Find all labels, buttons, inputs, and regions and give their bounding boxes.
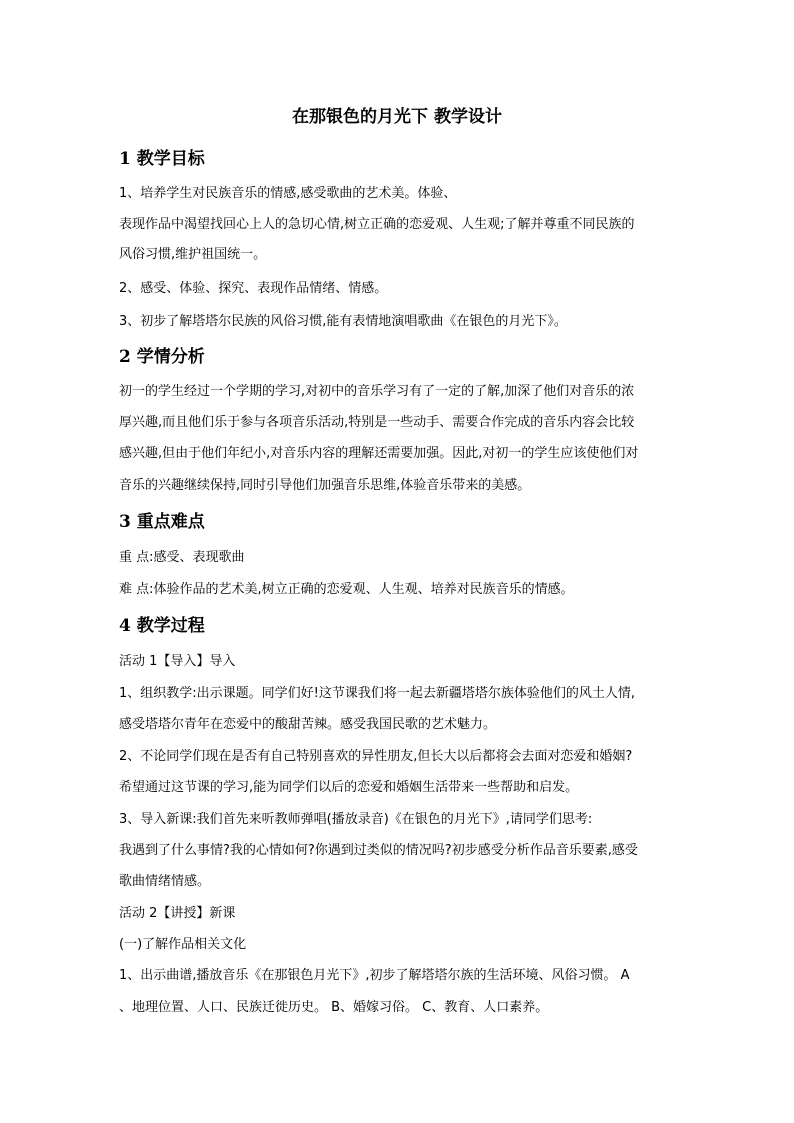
paragraph-line: 、地理位置、人口、民族迁徙历史。 B、婚嫁习俗。 C、教育、人口素养。	[119, 1000, 549, 1015]
section-heading-key-points: 3 重点难点	[119, 512, 205, 532]
section-heading-teaching-process: 4 教学过程	[119, 616, 205, 636]
section-heading-teaching-goals: 1 教学目标	[119, 149, 205, 169]
paragraph-line: 3、导入新课:我们首先来听教师弹唱(播放录音)《在银色的月光下》,请同学们思考:	[119, 812, 593, 827]
paragraph-line: 希望通过这节课的学习,能为同学们以后的恋爱和婚姻生活带来一些帮助和启发。	[119, 780, 579, 795]
paragraph-line: 3、初步了解塔塔尔民族的风俗习惯,能有表情地演唱歌曲《在银色的月光下》。	[119, 314, 567, 329]
paragraph-line: 风俗习惯,维护祖国统一。	[119, 247, 267, 262]
paragraph-line: 歌曲情绪情感。	[119, 874, 211, 889]
section-heading-student-analysis: 2 学情分析	[119, 347, 205, 367]
paragraph-line: 初一的学生经过一个学期的学习,对初中的音乐学习有了一定的了解,加深了他们对音乐的浓	[119, 384, 635, 399]
paragraph-line: 厚兴趣,而且他们乐于参与各项音乐活动,特别是一些动手、需要合作完成的音乐内容会比较	[119, 415, 635, 430]
paragraph-line: 音乐的兴趣继续保持,同时引导他们加强音乐思维,体验音乐带来的美感。	[119, 478, 531, 493]
paragraph-line: 重 点:感受、表现歌曲	[119, 550, 245, 565]
paragraph-line: 我遇到了什么事情?我的心情如何?你遇到过类似的情况吗?初步感受分析作品音乐要素,感受	[119, 843, 638, 858]
paragraph-line: (一)了解作品相关文化	[119, 937, 247, 952]
paragraph-line: 2、感受、体验、探究、表现作品情绪、情感。	[119, 281, 388, 296]
paragraph-line: 1、组织教学:出示课题。同学们好!这节课我们将一起去新疆塔塔尔族体验他们的风土人情,	[119, 686, 635, 701]
paragraph-line: 感受塔塔尔青年在恋爱中的酸甜苦辣。感受我国民歌的艺术魅力。	[119, 717, 497, 732]
paragraph-line: 表现作品中渴望找回心上人的急切心情,树立正确的恋爱观、人生观;了解并尊重不同民族的	[119, 217, 635, 232]
paragraph-line: 感兴趣,但由于他们年纪小,对音乐内容的理解还需要加强。因此,对初一的学生应该使他们对	[119, 446, 639, 461]
paragraph-line: 1、培养学生对民族音乐的情感,感受歌曲的艺术美。体验、	[119, 186, 457, 201]
document-title: 在那银色的月光下 教学设计	[292, 107, 502, 127]
paragraph-line: 2、不论同学们现在是否有自己特别喜欢的异性朋友,但长大以后都将会去面对恋爱和婚姻?	[119, 749, 633, 764]
paragraph-line: 活动 2【讲授】新课	[119, 906, 236, 921]
paragraph-line: 1、出示曲谱,播放音乐《在那银色月光下》,初步了解塔塔尔族的生活环境、风俗习惯。 A	[119, 968, 630, 983]
paragraph-line: 活动 1【导入】导入	[119, 654, 236, 669]
paragraph-line: 难 点:体验作品的艺术美,树立正确的恋爱观、人生观、培养对民族音乐的情感。	[119, 582, 574, 597]
